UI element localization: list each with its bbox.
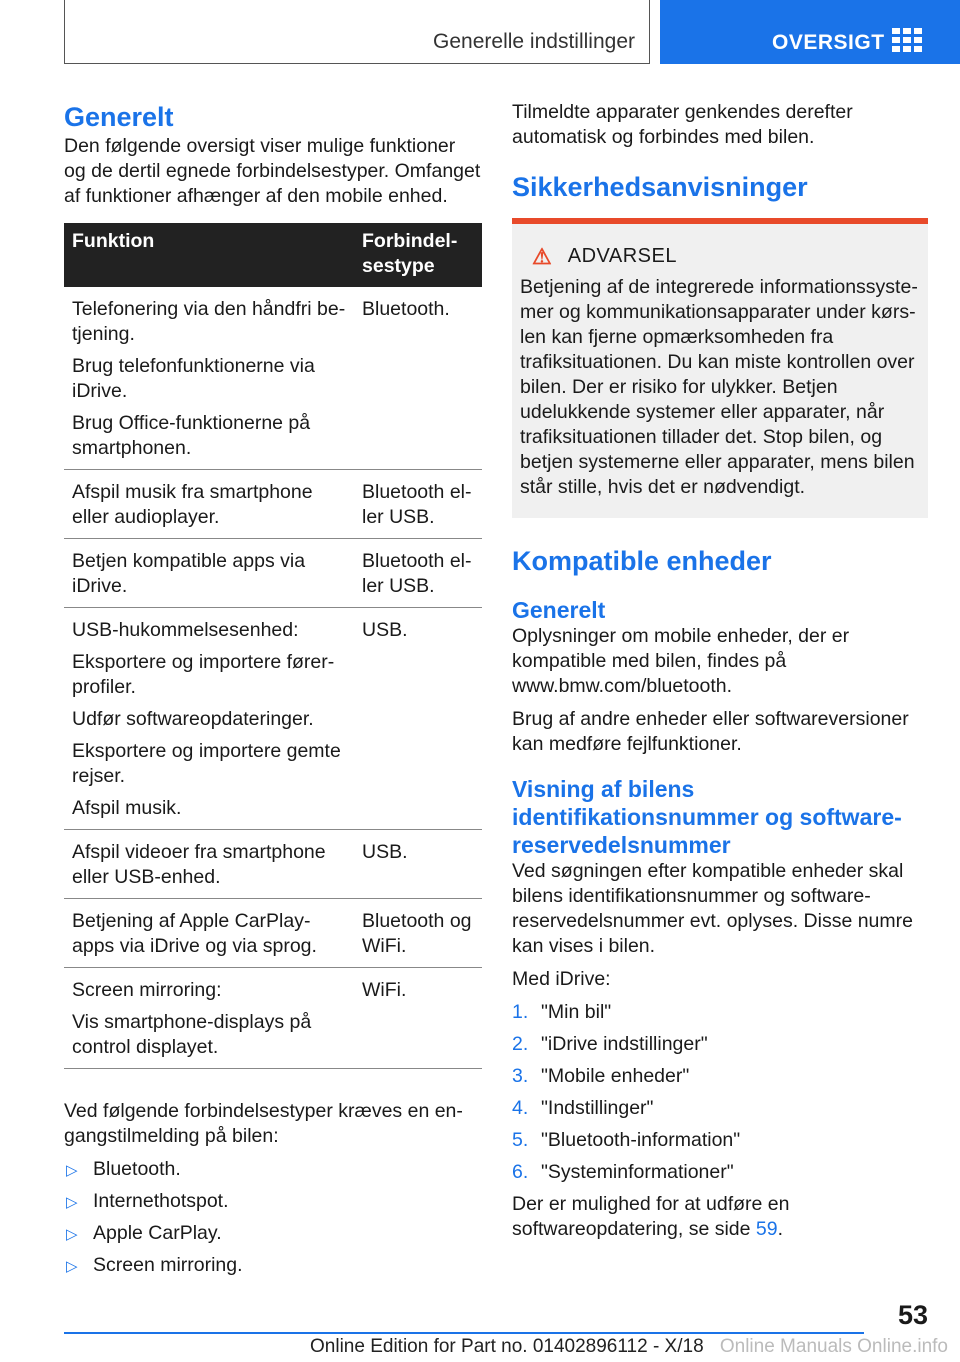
footer-divider xyxy=(64,1332,864,1334)
cell-text: Brug telefonfunktionerne via iDrive. xyxy=(72,355,315,402)
left-column xyxy=(64,100,482,1285)
step-item xyxy=(512,1128,928,1153)
vin-paragraph-2: Med iDrive: xyxy=(512,968,611,990)
table-cell-function xyxy=(64,830,354,899)
table-cell-connection: Bluetooth eller USB. xyxy=(354,539,482,608)
list-item-text: Apple CarPlay. xyxy=(93,1222,222,1244)
step-number: 4. xyxy=(512,1097,529,1119)
step-text: "Indstillinger" xyxy=(541,1097,654,1119)
section-tab[interactable] xyxy=(64,0,650,64)
connection-type-list xyxy=(64,1157,482,1278)
cell-text: Afspil musik fra smartphone eller audioplayer. xyxy=(72,481,313,528)
table-cell-function xyxy=(64,899,354,968)
table-row xyxy=(64,899,482,968)
table-cell-connection: Bluetooth eller USB. xyxy=(354,470,482,539)
table-cell-connection: USB. xyxy=(354,608,482,830)
list-item-text: Screen mirroring. xyxy=(93,1254,243,1276)
step-number: 6. xyxy=(512,1161,529,1183)
warning-triangle-icon: ⚠ xyxy=(532,244,552,269)
list-item xyxy=(64,1221,482,1246)
warning-box xyxy=(512,218,928,518)
step-text: "Mobile enheder" xyxy=(541,1065,690,1087)
step-number: 5. xyxy=(512,1129,529,1151)
general-subheading: Generelt xyxy=(512,597,606,623)
step-item xyxy=(512,1000,928,1025)
cell-text: Brug Office-funktionerne på smartphonen. xyxy=(72,412,311,459)
footer-watermark: Online Manuals Online.info xyxy=(719,1336,948,1357)
triangle-bullet-icon: ▷ xyxy=(66,1258,78,1275)
section-tab-label: Generelle indstillinger xyxy=(433,30,635,53)
cell-text: Vis smartphone-displays på control displayet. xyxy=(72,1011,312,1058)
list-item-text: Bluetooth. xyxy=(93,1158,181,1180)
triangle-bullet-icon: ▷ xyxy=(66,1162,78,1179)
cell-text: USB-hukommelsesenhed: xyxy=(72,619,299,641)
cell-text: Udfør softwareopdateringer. xyxy=(72,708,314,730)
page-reference-link[interactable]: 59 xyxy=(755,1218,778,1240)
table-cell-function xyxy=(64,539,354,608)
table-header-connection: Forbindelsestype xyxy=(362,230,458,277)
table-cell-connection: Bluetooth. xyxy=(354,287,482,470)
table-cell-function xyxy=(64,287,354,470)
function-table xyxy=(64,223,482,1069)
cell-text: Telefonering via den håndfri betjening. xyxy=(72,298,346,345)
section-heading-general: Generelt xyxy=(64,102,174,132)
list-item xyxy=(64,1157,482,1182)
table-row xyxy=(64,539,482,608)
triangle-bullet-icon: ▷ xyxy=(66,1194,78,1211)
triangle-bullet-icon: ▷ xyxy=(66,1226,78,1243)
step-number: 2. xyxy=(512,1033,529,1055)
step-text: "Systeminformationer" xyxy=(541,1161,734,1183)
final-end: . xyxy=(777,1218,784,1240)
general-paragraph-2: Brug af andre enheder eller softwareversioner kan medføre fejlfunktioner. xyxy=(512,708,909,755)
final-paragraph xyxy=(512,1192,928,1242)
table-row xyxy=(64,608,482,830)
warning-text: Betjening af de integrerede informationssystemer og kommunikationsapparater under kørslen kan fjerne opmærksomheden fra trafiksituationen. Du kan miste kontrollen over bilen. Der er risiko for ulykker. Betjen udelukkende systemer eller apparater, når trafiksituationen tillader det. Stop bilen, og betjen systemerne eller apparater, mens bilen står stille, hvis det er nødvendigt. xyxy=(520,276,918,498)
step-number: 3. xyxy=(512,1065,529,1087)
list-item-text: Internethotspot. xyxy=(93,1190,229,1212)
compatible-devices-heading: Kompatible enheder xyxy=(512,546,772,576)
cell-text: Screen mirroring: xyxy=(72,979,222,1001)
cell-text: Eksportere og importere førerprofiler. xyxy=(72,651,335,698)
table-row xyxy=(64,968,482,1069)
cell-text: Betjening af Apple CarPlay-apps via iDrive og via sprog. xyxy=(72,910,317,957)
step-text: "Bluetooth-information" xyxy=(541,1129,741,1151)
step-text: "Min bil" xyxy=(541,1001,612,1023)
cell-text: Afspil videoer fra smartphone eller USB-enhed. xyxy=(72,841,326,888)
vin-heading: Visning af bilens identifikationsnummer og softwarereservedelsnummer xyxy=(512,776,902,858)
overview-button-label: OVERSIGT xyxy=(772,31,885,54)
list-item xyxy=(64,1189,482,1214)
intro-paragraph: Den følgende oversigt viser mulige funktioner og de dertil egnede forbindelsestyper. Omfanget af funktioner afhænger af den mobile enhed. xyxy=(64,135,481,207)
list-item xyxy=(64,1253,482,1278)
step-item xyxy=(512,1160,928,1185)
table-cell-connection: USB. xyxy=(354,830,482,899)
table-cell-connection: Bluetooth og WiFi. xyxy=(354,899,482,968)
table-cell-function xyxy=(64,608,354,830)
table-cell-function xyxy=(64,968,354,1069)
idrive-steps-list xyxy=(512,1000,928,1185)
right-column xyxy=(512,100,928,1250)
table-row xyxy=(64,830,482,899)
step-item xyxy=(512,1032,928,1057)
table-row xyxy=(64,287,482,470)
table-cell-function xyxy=(64,470,354,539)
table-row xyxy=(64,470,482,539)
warning-title-text: ADVARSEL xyxy=(567,245,677,267)
safety-heading: Sikkerhedsanvisninger xyxy=(512,172,808,202)
after-table-paragraph: Ved følgende forbindelsestyper kræves en engangstilmelding på bilen: xyxy=(64,1100,463,1147)
vin-paragraph-1: Ved søgningen efter kompatible enheder skal bilens identifikationsnummer og software-reservedelsnummer evt. oplyses. Disse numre kan vises i bilen. xyxy=(512,860,913,957)
right-intro-paragraph: Tilmeldte apparater genkendes derefter automatisk og forbindes med bilen. xyxy=(512,101,853,148)
cell-text: Betjen kompatible apps via iDrive. xyxy=(72,550,306,597)
warning-title xyxy=(520,244,920,269)
step-item xyxy=(512,1064,928,1089)
footer-edition: Online Edition for Part no. 01402896112 - X/18 xyxy=(310,1336,704,1357)
page-number: 53 xyxy=(897,1300,928,1330)
cell-text: Afspil musik. xyxy=(72,797,182,819)
step-item xyxy=(512,1096,928,1121)
general-paragraph-1: Oplysninger om mobile enheder, der er kompatible med bilen, findes på www.bmw.com/bluetooth. xyxy=(512,625,850,697)
table-header-row xyxy=(64,223,482,287)
table-header-function: Funktion xyxy=(72,230,155,252)
final-text: Der er mulighed for at udføre en softwareopdatering, se side xyxy=(512,1193,790,1240)
step-text: "iDrive indstillinger" xyxy=(541,1033,708,1055)
step-number: 1. xyxy=(512,1001,529,1023)
table-cell-connection: WiFi. xyxy=(354,968,482,1069)
grid-menu-icon xyxy=(892,28,922,54)
overview-button[interactable] xyxy=(660,0,960,64)
cell-text: Eksportere og importere gemte rejser. xyxy=(72,740,341,787)
